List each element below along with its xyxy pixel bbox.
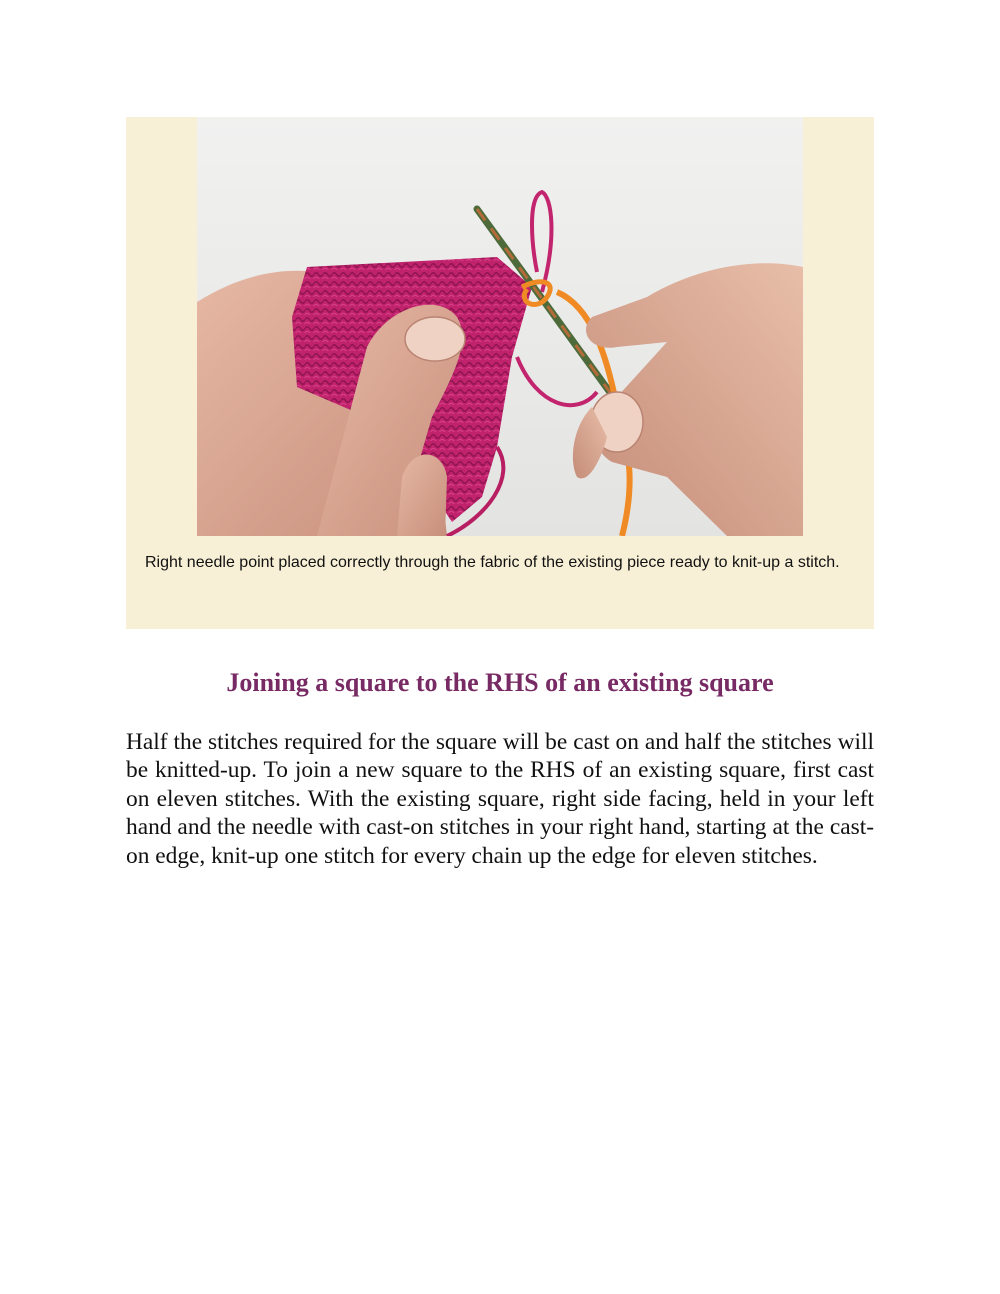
body-paragraph: Half the stitches required for the square will be cast on and half the stitches will be knitted-up. To join a new square to the RHS of an existing square, first cast on eleven stitches. With the existing square, right side facing, held in your left hand and the needle with cast-on stitches in your right hand, starting at the cast-on edge, knit-up one stitch for every chain up the edge for eleven stitches.	[126, 729, 874, 869]
figure-box	[126, 117, 874, 629]
knitting-photo	[197, 117, 803, 536]
section-heading: Joining a square to the RHS of an existing square	[226, 668, 774, 697]
figure-caption: Right needle point placed correctly through the fabric of the existing piece ready to knit-up a stitch.	[145, 554, 840, 571]
